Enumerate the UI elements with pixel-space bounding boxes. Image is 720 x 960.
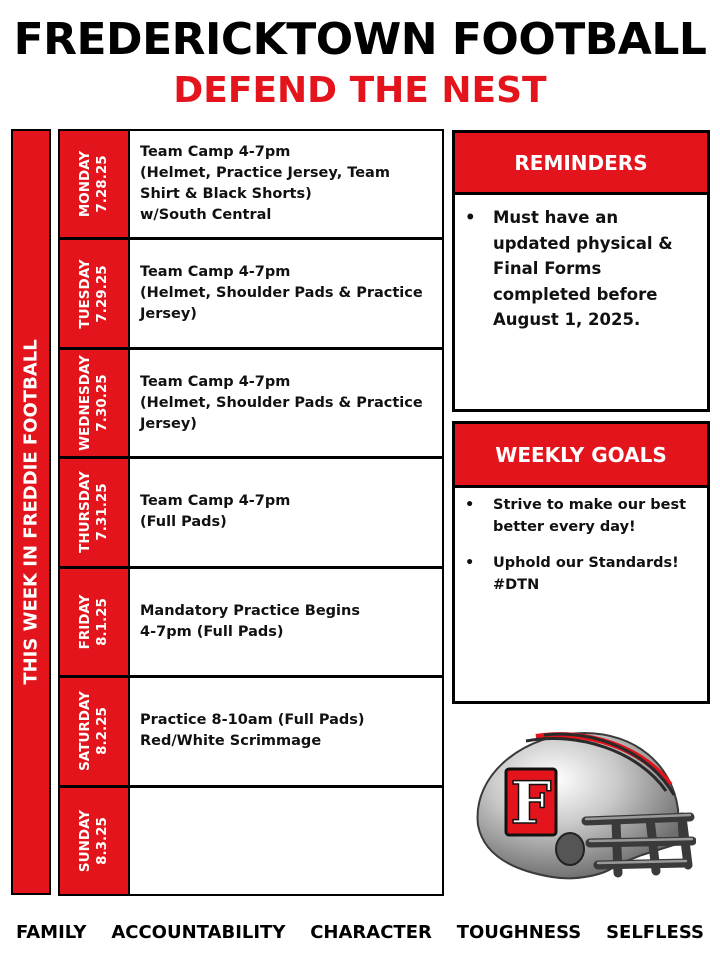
schedule-row-sunday: [60, 788, 442, 894]
day-name: TUESDAY: [77, 258, 93, 329]
core-value: FAMILY: [16, 922, 87, 943]
side-banner-label: THIS WEEK IN FREDDIE FOOTBALL: [20, 339, 42, 685]
day-name: THURSDAY: [77, 471, 93, 554]
weekly-goals-list: [455, 488, 707, 596]
list-item: [455, 494, 699, 538]
schedule-row-wednesday: [60, 350, 442, 456]
page-title: FREDERICKTOWN FOOTBALL: [13, 14, 707, 65]
day-date: 8.1.25: [94, 597, 110, 646]
bullet-icon: •: [465, 555, 475, 571]
day-label: [60, 240, 130, 346]
page-subtitle: DEFEND THE NEST: [173, 70, 547, 111]
reminders-panel: [452, 130, 710, 412]
day-label: [60, 459, 130, 565]
day-details: [130, 459, 442, 565]
day-details: [130, 240, 442, 346]
detail-line: Team Camp 4-7pm: [140, 493, 291, 510]
goal-text: Uphold our Standards! #DTN: [493, 555, 679, 593]
day-details: [130, 788, 442, 894]
schedule-row-monday: [60, 131, 442, 237]
schedule-row-tuesday: [60, 240, 442, 346]
detail-line: Team Camp 4-7pm: [140, 144, 291, 161]
list-item: [455, 552, 699, 596]
day-details: [130, 678, 442, 784]
day-label: [60, 131, 130, 237]
weekly-goals-panel: [452, 421, 710, 704]
reminders-heading: REMINDERS: [455, 133, 707, 195]
day-details: [130, 131, 442, 237]
detail-line: 4-7pm (Full Pads): [140, 623, 284, 640]
schedule-row-thursday: [60, 459, 442, 565]
detail-line: (Helmet, Practice Jersey, Team Shirt & Black Shorts): [140, 165, 390, 203]
day-name: SATURDAY: [77, 691, 93, 772]
day-date: 7.30.25: [94, 374, 110, 432]
core-value: CHARACTER: [310, 922, 432, 943]
day-label: [60, 350, 130, 456]
detail-line: (Full Pads): [140, 514, 227, 531]
day-date: 8.2.25: [94, 707, 110, 756]
core-value: ACCOUNTABILITY: [111, 922, 286, 943]
schedule-row-saturday: [60, 678, 442, 784]
side-banner: [11, 129, 51, 895]
detail-line: Mandatory Practice Begins: [140, 602, 360, 619]
weekly-schedule: [58, 129, 444, 896]
day-label: [60, 678, 130, 784]
day-date: 7.28.25: [94, 155, 110, 213]
day-label: [60, 788, 130, 894]
day-details: [130, 569, 442, 675]
day-name: FRIDAY: [77, 594, 93, 650]
detail-line: Team Camp 4-7pm: [140, 264, 291, 281]
detail-line: (Helmet, Shoulder Pads & Practice Jersey): [140, 285, 423, 323]
day-details: [130, 350, 442, 456]
day-label: [60, 569, 130, 675]
reminder-text: Must have an updated physical & Final Forms completed before August 1, 2025.: [493, 208, 673, 329]
bullet-icon: •: [465, 497, 475, 513]
day-date: 7.31.25: [94, 483, 110, 542]
detail-line: Practice 8-10am (Full Pads): [140, 712, 365, 729]
detail-line: Team Camp 4-7pm: [140, 373, 291, 390]
weekly-goals-heading: WEEKLY GOALS: [455, 424, 707, 488]
day-name: MONDAY: [77, 151, 93, 218]
day-name: SUNDAY: [77, 809, 93, 872]
svg-text:F: F: [510, 769, 552, 837]
day-date: 8.3.25: [94, 816, 110, 865]
reminders-list: [455, 195, 707, 333]
goal-text: Strive to make our best better every day!: [493, 497, 687, 535]
day-date: 7.29.25: [94, 265, 110, 323]
detail-line: Red/White Scrimmage: [140, 733, 322, 750]
detail-line: w/South Central: [140, 207, 272, 224]
list-item: [455, 205, 697, 333]
core-value: TOUGHNESS: [456, 922, 582, 943]
core-values: [0, 922, 720, 950]
bullet-icon: •: [465, 208, 476, 227]
day-name: WEDNESDAY: [77, 355, 93, 451]
football-helmet-icon: [466, 725, 696, 900]
core-value: SELFLESS: [606, 922, 704, 943]
detail-line: (Helmet, Shoulder Pads & Practice Jersey): [140, 394, 423, 432]
schedule-row-friday: [60, 569, 442, 675]
